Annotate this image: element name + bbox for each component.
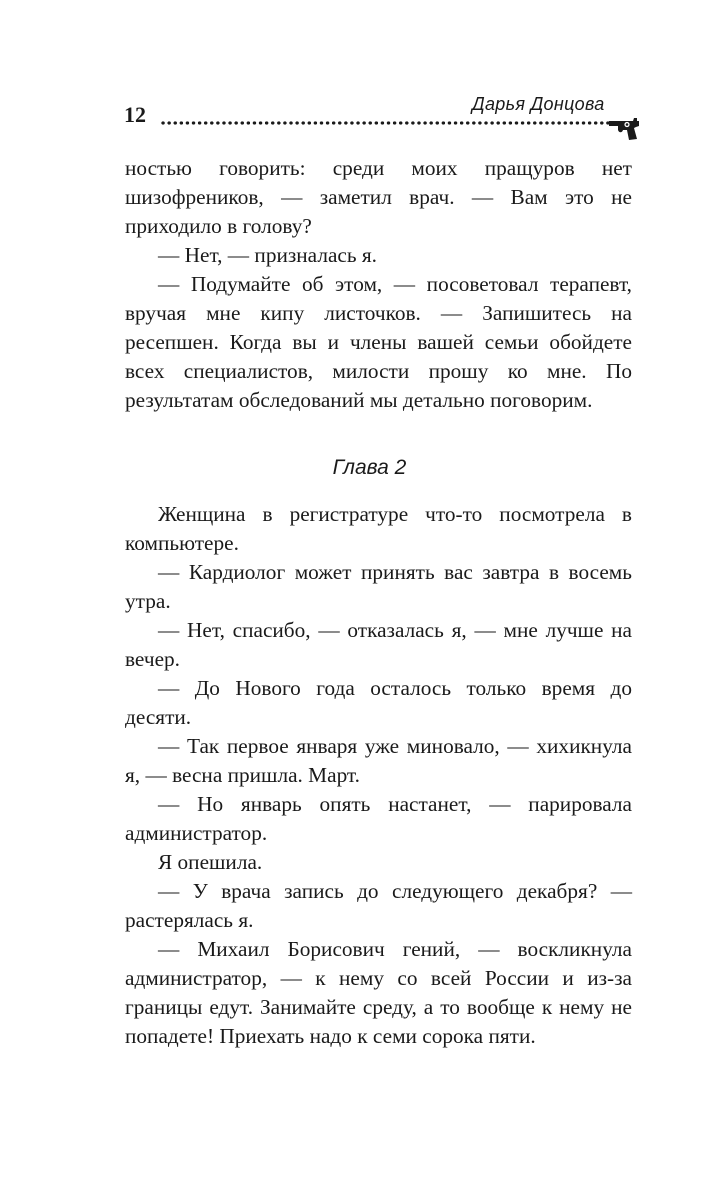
paragraph: — Но январь опять настанет, — парировала администратор. (125, 792, 632, 845)
paragraph: — Нет, спасибо, — отказалась я, — мне лучше на вечер. (125, 618, 632, 671)
page-number: 12 (124, 102, 146, 127)
author-name: Дарья Донцова (472, 94, 605, 114)
paragraph: — Михаил Борисович гений, — воскликнула администратор, — к нему со всей России и из-за границы едут. Занимайте среду, а то вообще к нему не попадете! Приехать надо к семи сорока пяти. (125, 937, 632, 1048)
paragraph: — До Нового года осталось только время до десяти. (125, 676, 632, 729)
chapter-title: Глава 2 (332, 456, 407, 479)
paragraph: — У врача запись до следующего декабря? — растерялась я. (125, 879, 632, 932)
dotted-rule (160, 120, 612, 126)
paragraph: — Кардиолог может принять вас завтра в восемь утра. (125, 560, 632, 613)
paragraph: Я опешила. (158, 850, 263, 874)
text-block-top (125, 154, 632, 415)
paragraph: — Подумайте об этом, — посоветовал терапевт, вручая мне кипу листочков. — Запишитесь на ресепшен. Когда вы и члены вашей семьи обойдете всех специалистов, милости прошу ко мне. По результатам обследований мы детально поговорим. (125, 272, 632, 412)
paragraph: — Нет, — призналась я. (158, 243, 378, 267)
paragraph: ностью говорить: среди моих пращуров нет шизофреников, — заметил врач. — Вам это не приходило в голову? (125, 156, 632, 238)
text-block-chapter (125, 500, 632, 1051)
paragraph: — Так первое января уже миновало, — хихикнула я, — весна пришла. Март. (125, 734, 632, 787)
paragraph: Женщина в регистратуре что-то посмотрела в компьютере. (125, 502, 632, 555)
running-header (0, 0, 715, 150)
revolver-icon (607, 115, 647, 141)
